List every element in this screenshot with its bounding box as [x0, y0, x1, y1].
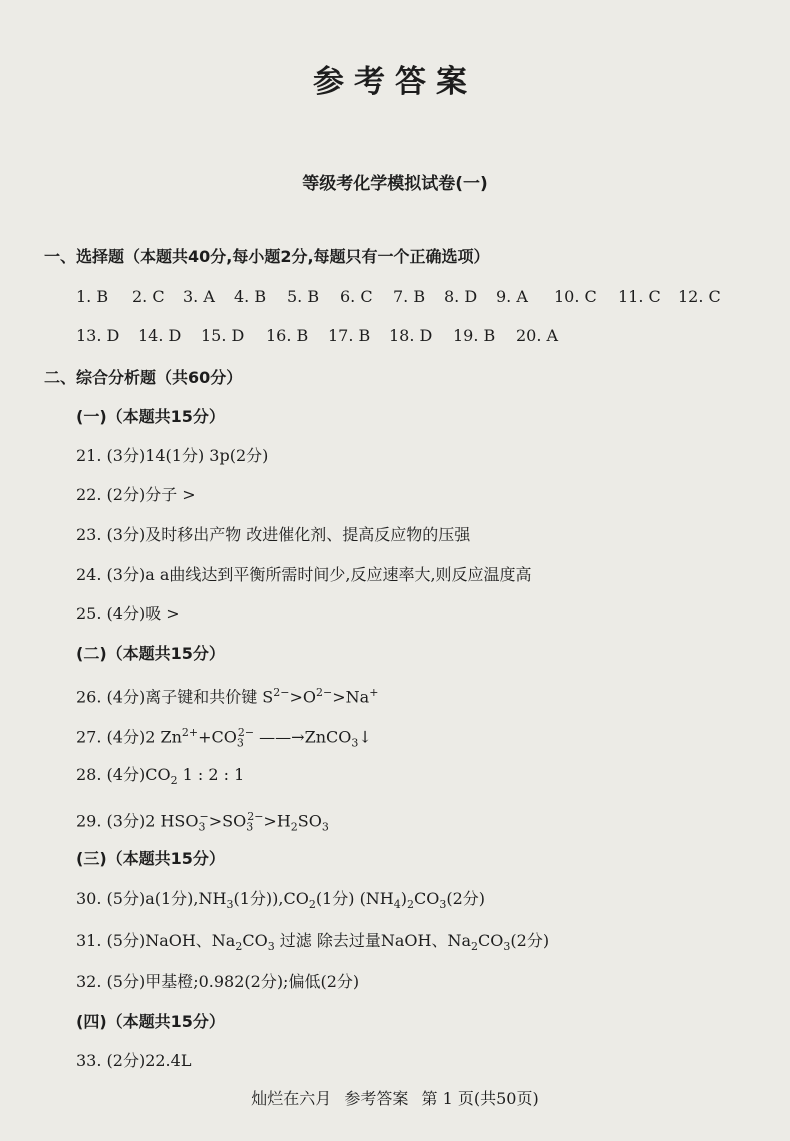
- section-analysis-heading: 二、综合分析题（共60分）: [44, 368, 243, 387]
- answer-21: 21. (3分)14(1分) 3p(2分): [76, 446, 269, 465]
- choice-answer: 9. A: [496, 287, 528, 306]
- footer-book-title: 灿烂在六月: [251, 1089, 332, 1108]
- answer-29: 29. (3分)2 $HSO_3^->SO_3^{2-}>H_2SO_3$: [76, 810, 329, 834]
- choice-answer: 12. C: [678, 287, 721, 306]
- choice-answer: 1. B: [76, 287, 109, 306]
- answer-32: 32. (5分)甲基橙;0.982(2分);偏低(2分): [76, 972, 360, 991]
- choice-answers-row-2-items: [76, 326, 736, 348]
- section-choice-heading: 一、选择题（本题共40分,每小题2分,每题只有一个正确选项）: [44, 247, 490, 266]
- answer-22: 22. (2分)分子 >: [76, 485, 196, 504]
- answer-33: 33. (2分)22.4L: [76, 1051, 192, 1070]
- choice-answer: 10. C: [554, 287, 597, 306]
- part-4-heading: (四)（本题共15分）: [76, 1012, 225, 1031]
- answer-25: 25. (4分)吸 >: [76, 604, 180, 623]
- choice-answers-row-1: [76, 287, 736, 309]
- page-title: 参考答案: [313, 64, 477, 100]
- part-3-heading: (三)（本题共15分）: [76, 849, 225, 868]
- choice-answer: 3. A: [183, 287, 215, 306]
- page-footer: [0, 1086, 790, 1109]
- answer-28: 28. (4分)$CO_2$ 1 : 2 : 1: [76, 765, 245, 788]
- footer-page-number: 第 1 页(共50页): [421, 1089, 539, 1108]
- choice-answer: 14. D: [138, 326, 182, 345]
- choice-answer: 6. C: [340, 287, 373, 306]
- choice-answer: 15. D: [201, 326, 245, 345]
- choice-answer: 2. C: [132, 287, 165, 306]
- choice-answer: 8. D: [444, 287, 478, 306]
- answer-23: 23. (3分)及时移出产物 改进催化剂、提高反应物的压强: [76, 525, 471, 544]
- part-1-heading: (一)（本题共15分）: [76, 407, 225, 426]
- answer-24: 24. (3分)a a曲线达到平衡所需时间少,反应速率大,则反应温度高: [76, 565, 532, 584]
- answer-31: 31. (5分)NaOH、$Na_2CO_3$ 过滤 除去过量NaOH、$Na_2CO_3(2$分): [76, 931, 550, 954]
- choice-answer: 11. C: [618, 287, 661, 306]
- answer-26: 26. (4分)离子键和共价键 $S^{2-}>O^{2-}>Na^+$: [76, 686, 379, 707]
- choice-answer: 19. B: [453, 326, 496, 345]
- choice-answer: 4. B: [234, 287, 267, 306]
- exam-subtitle: 等级考化学模拟试卷(一): [302, 174, 488, 194]
- part-2-heading: (二)（本题共15分）: [76, 644, 225, 663]
- choice-answer: 20. A: [516, 326, 559, 345]
- choice-answer: 18. D: [389, 326, 433, 345]
- choice-answer: 17. B: [328, 326, 371, 345]
- choice-answer: 13. D: [76, 326, 120, 345]
- answer-30: 30. (5分)a(1分)$,NH_3(1$分))$,CO_2(1$分) $(NH_4)_2CO_3(2$分): [76, 889, 486, 912]
- footer-label: 参考答案: [344, 1089, 409, 1108]
- choice-answer: 5. B: [287, 287, 320, 306]
- choice-answer: 7. B: [393, 287, 426, 306]
- choice-answer: 16. B: [266, 326, 309, 345]
- answer-27: 27. (4分)2 $Zn^{2+}+CO_3^{2-}$ ——→ZnCO$_3$↓: [76, 726, 372, 750]
